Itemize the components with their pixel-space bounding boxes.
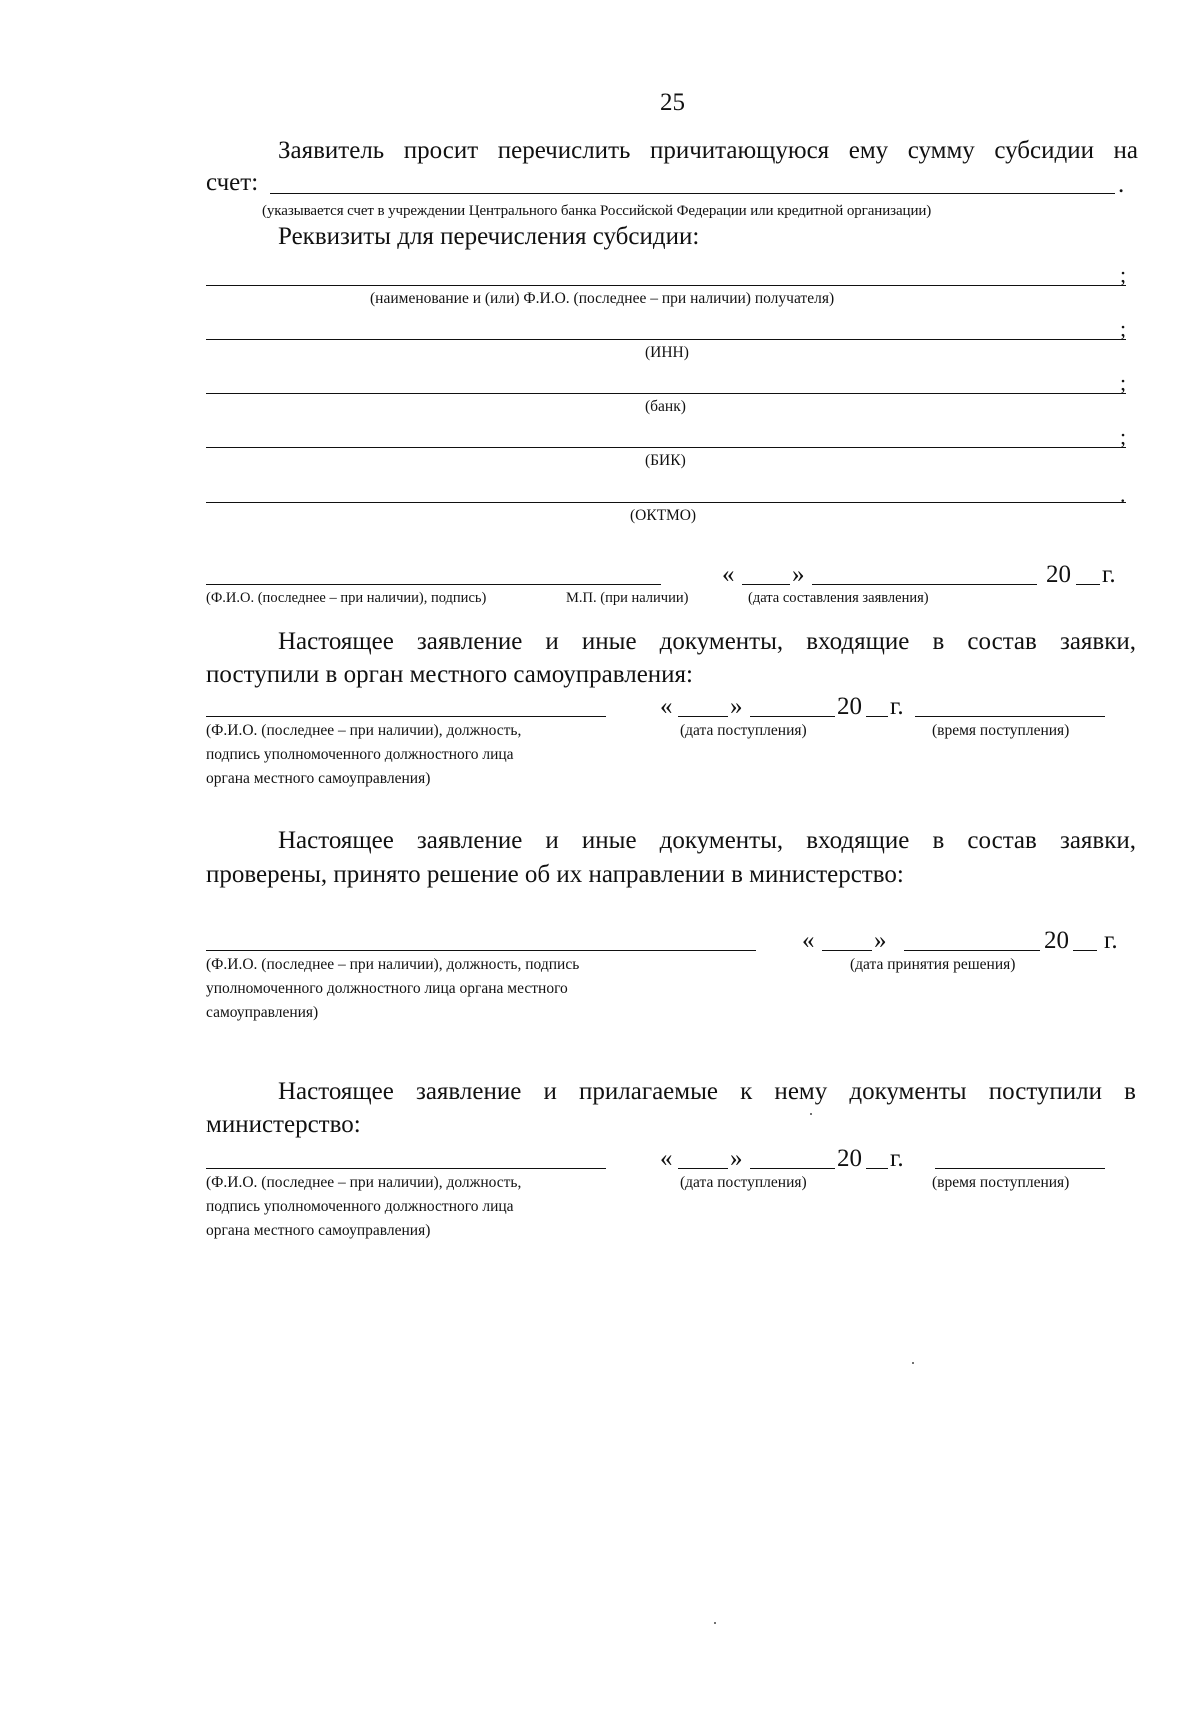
ministry-receipt-official-underline (206, 1168, 606, 1169)
checked-official-caption-2: уполномоченного должностного лица органа местного (206, 980, 568, 997)
checked-official-caption-1: (Ф.И.О. (последнее – при наличии), должность, подпись (206, 956, 580, 973)
account-hint: (указывается счет в учреждении Центрального банка Российской Федерации или кредитной организации) (262, 203, 932, 219)
applicant-seal-caption: М.П. (при наличии) (566, 590, 689, 606)
ministry-receipt-quote-close: » (730, 1145, 743, 1172)
applicant-month-underline (812, 584, 1037, 585)
recipient-name-caption: (наименование и (или) Ф.И.О. (последнее – при наличии) получателя) (370, 290, 835, 307)
applicant-signature-caption: (Ф.И.О. (последнее – при наличии), подпись) (206, 590, 487, 606)
applicant-day-underline (742, 584, 790, 585)
applicant-year-prefix: 20 (1046, 561, 1071, 588)
local-receipt-year-underline (866, 716, 888, 717)
local-receipt-date-caption: (дата поступления) (680, 722, 807, 739)
local-receipt-quote-close: » (730, 693, 743, 720)
oktmo-end: . (1120, 482, 1126, 507)
checked-official-caption-3: самоуправления) (206, 1004, 319, 1021)
applicant-date-quote-open: « (722, 561, 735, 588)
oktmo-underline (206, 502, 1126, 503)
oktmo-caption: (ОКТМО) (630, 507, 697, 524)
bank-underline (206, 393, 1126, 394)
local-receipt-year-prefix: 20 (837, 693, 862, 720)
ministry-receipt-text-2: министерство: (206, 1111, 361, 1138)
ministry-receipt-day-underline (678, 1168, 728, 1169)
local-receipt-day-underline (678, 716, 728, 717)
checked-text-1: Настоящее заявление и иные документы, входящие в состав заявки, (278, 827, 1136, 854)
local-receipt-official-caption-1: (Ф.И.О. (последнее – при наличии), должность, (206, 722, 522, 739)
ministry-receipt-quote-open: « (660, 1145, 673, 1172)
ministry-receipt-month-underline (750, 1168, 835, 1169)
checked-official-underline (206, 950, 756, 951)
applicant-year-underline (1076, 584, 1100, 585)
recipient-name-end: ; (1120, 262, 1127, 287)
ministry-receipt-year-suffix: г. (890, 1145, 904, 1172)
bik-end: ; (1120, 424, 1127, 449)
bik-caption: (БИК) (645, 452, 686, 469)
inn-end: ; (1120, 316, 1127, 341)
account-end-period: . (1118, 171, 1125, 198)
local-receipt-quote-open: « (660, 693, 673, 720)
local-receipt-month-underline (750, 716, 835, 717)
ministry-receipt-text-1: Настоящее заявление и прилагаемые к нему документы поступили в (278, 1078, 1136, 1105)
checked-date-caption: (дата принятия решения) (850, 956, 1016, 973)
local-receipt-text-2: поступили в орган местного самоуправления: (206, 661, 693, 688)
page-number: 25 (660, 89, 685, 116)
ministry-receipt-time-underline (935, 1168, 1105, 1169)
ministry-receipt-official-caption-3: органа местного самоуправления) (206, 1222, 431, 1239)
ministry-receipt-official-caption-1: (Ф.И.О. (последнее – при наличии), должность, (206, 1174, 522, 1191)
scan-speck (810, 1113, 812, 1115)
checked-day-underline (822, 950, 872, 951)
ministry-receipt-time-caption: (время поступления) (932, 1174, 1070, 1191)
ministry-receipt-date-caption: (дата поступления) (680, 1174, 807, 1191)
checked-year-suffix: г. (1104, 927, 1118, 954)
ministry-receipt-official-caption-2: подпись уполномоченного должностного лица (206, 1198, 514, 1215)
checked-year-underline (1073, 950, 1097, 951)
local-receipt-time-underline (915, 716, 1105, 717)
inn-underline (206, 339, 1126, 340)
local-receipt-official-underline (206, 716, 606, 717)
requisites-heading: Реквизиты для перечисления субсидии: (278, 223, 700, 250)
account-label: счет: (206, 169, 259, 196)
checked-quote-open: « (802, 927, 815, 954)
account-request-text: Заявитель просит перечислить причитающуюся ему сумму субсидии на (278, 137, 1138, 164)
local-receipt-time-caption: (время поступления) (932, 722, 1070, 739)
ministry-receipt-year-underline (866, 1168, 888, 1169)
applicant-date-quote-close: » (792, 561, 805, 588)
scan-speck (912, 1362, 914, 1364)
checked-quote-close: » (874, 927, 887, 954)
local-receipt-official-caption-3: органа местного самоуправления) (206, 770, 431, 787)
scan-speck (714, 1622, 716, 1624)
bik-underline (206, 447, 1126, 448)
bank-end: ; (1120, 370, 1127, 395)
applicant-signature-underline (206, 584, 661, 585)
local-receipt-year-suffix: г. (890, 693, 904, 720)
account-underline (270, 193, 1115, 194)
applicant-year-suffix: г. (1102, 561, 1116, 588)
checked-year-prefix: 20 (1044, 927, 1069, 954)
local-receipt-text-1: Настоящее заявление и иные документы, входящие в состав заявки, (278, 628, 1136, 655)
ministry-receipt-year-prefix: 20 (837, 1145, 862, 1172)
bank-caption: (банк) (645, 398, 686, 415)
inn-caption: (ИНН) (645, 344, 689, 361)
local-receipt-official-caption-2: подпись уполномоченного должностного лица (206, 746, 514, 763)
checked-text-2: проверены, принято решение об их направлении в министерство: (206, 861, 904, 888)
applicant-date-caption: (дата составления заявления) (748, 590, 929, 606)
recipient-name-underline (206, 285, 1126, 286)
checked-month-underline (904, 950, 1040, 951)
